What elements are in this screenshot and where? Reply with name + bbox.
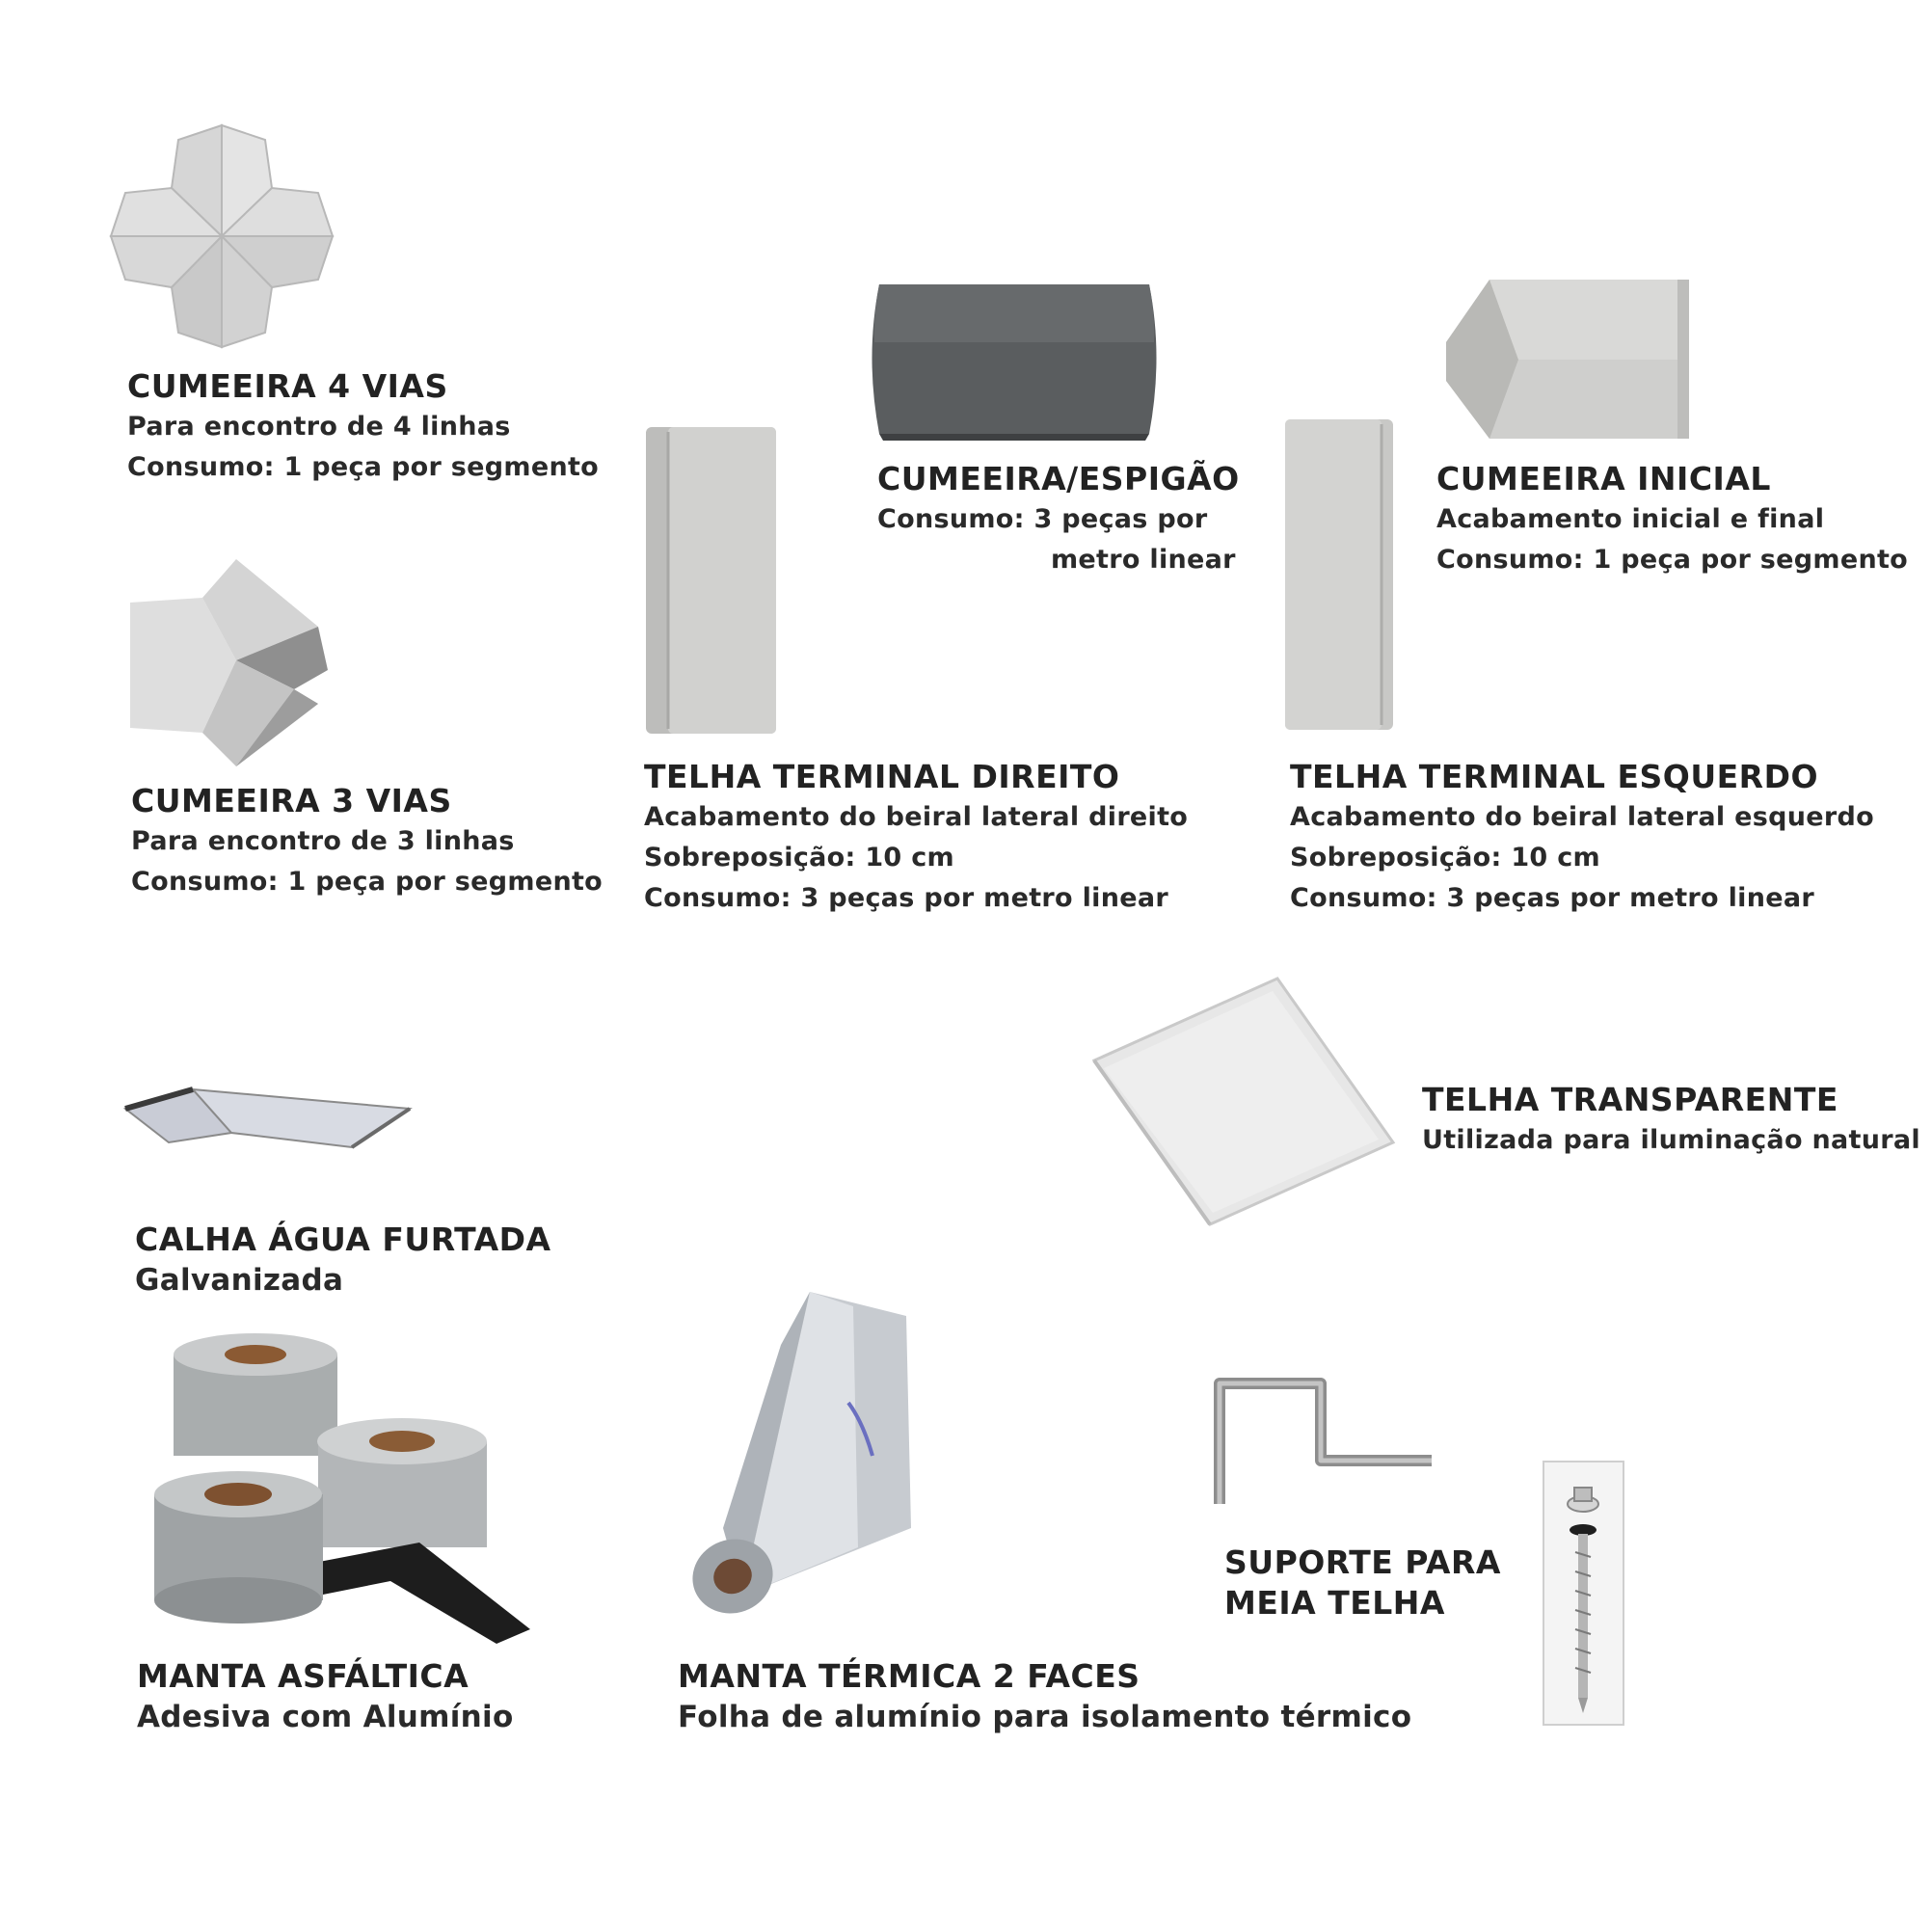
cumeeira-espigao-line-1: Consumo: 3 peças por [877,504,1208,534]
telha-terminal-esquerdo-line-3: Consumo: 3 peças por metro linear [1290,883,1814,913]
telha-terminal-direito-title: TELHA TERMINAL DIREITO [644,758,1120,795]
telha-terminal-esquerdo-line-1: Acabamento do beiral lateral esquerdo [1290,802,1874,832]
cumeeira-inicial-line-2: Consumo: 1 peça por segmento [1436,545,1909,575]
suporte-meia-telha-image [1210,1369,1441,1514]
manta-asfaltica-line-1: Adesiva com Alumínio [137,1700,514,1734]
cumeeira-inicial-image [1441,275,1697,443]
manta-asfaltica-title: MANTA ASFÁLTICA [137,1657,470,1695]
manta-asfaltica-image [149,1335,535,1653]
telha-terminal-esquerdo-image [1282,416,1398,733]
calha-agua-furtada-image [121,1080,410,1157]
calha-agua-furtada-line-1: Galvanizada [135,1263,344,1298]
telha-terminal-esquerdo-line-2: Sobreposição: 10 cm [1290,843,1600,872]
calha-agua-furtada-title: CALHA ÁGUA FURTADA [135,1221,551,1258]
telha-terminal-direito-image [641,422,786,736]
suporte-meia-telha-line-1: MEIA TELHA [1224,1584,1445,1622]
suporte-meia-telha-title: SUPORTE PARA [1224,1543,1501,1581]
screw-image [1543,1461,1624,1726]
cumeeira-inicial-line-1: Acabamento inicial e final [1436,504,1825,534]
manta-termica-line-1: Folha de alumínio para isolamento térmico [678,1700,1412,1734]
manta-termica-title: MANTA TÉRMICA 2 FACES [678,1657,1140,1695]
telha-terminal-direito-line-2: Sobreposição: 10 cm [644,843,954,872]
cumeeira-3-vias-title: CUMEEIRA 3 VIAS [131,782,452,819]
cumeeira-3-vias-line-2: Consumo: 1 peça por segmento [131,867,604,897]
cumeeira-espigao-title: CUMEEIRA/ESPIGÃO [877,460,1240,497]
telha-transparente-line-1: Utilizada para iluminação natural [1422,1125,1920,1155]
cumeeira-4-vias-line-1: Para encontro de 4 linhas [127,412,511,442]
telha-transparente-title: TELHA TRANSPARENTE [1422,1081,1838,1118]
telha-terminal-direito-line-1: Acabamento do beiral lateral direito [644,802,1189,832]
cumeeira-4-vias-title: CUMEEIRA 4 VIAS [127,367,448,405]
cumeeira-4-vias-line-2: Consumo: 1 peça por segmento [127,452,600,482]
telha-transparente-image [1089,974,1398,1229]
cumeeira-4-vias-image [96,116,347,357]
cumeeira-espigao-line-2: metro linear [1051,545,1236,575]
cumeeira-3-vias-line-1: Para encontro de 3 linhas [131,826,515,856]
cumeeira-3-vias-image [125,554,333,771]
manta-termica-image [665,1287,935,1620]
cumeeira-inicial-title: CUMEEIRA INICIAL [1436,460,1771,497]
cumeeira-espigao-image [860,275,1168,443]
telha-terminal-direito-line-3: Consumo: 3 peças por metro linear [644,883,1168,913]
telha-terminal-esquerdo-title: TELHA TERMINAL ESQUERDO [1290,758,1819,795]
